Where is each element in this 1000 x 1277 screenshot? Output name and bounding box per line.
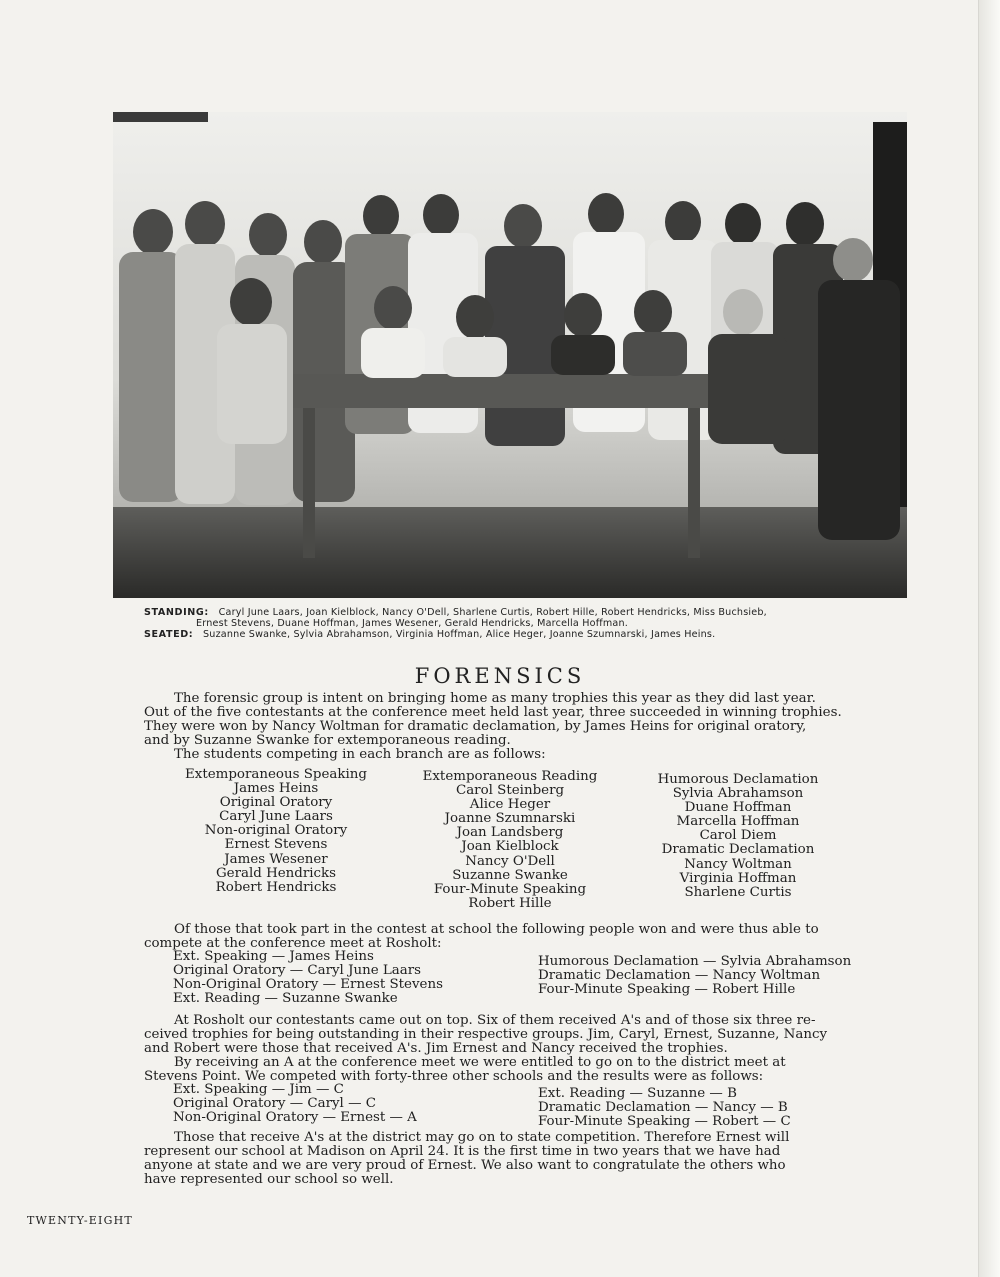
column-heading: Dramatic Declamation xyxy=(661,842,815,858)
school-contest-paragraph xyxy=(144,923,874,951)
result-line: Non-Original Oratory — Ernest Stevens xyxy=(173,977,443,992)
student-name: Gerald Hendricks xyxy=(215,865,337,881)
student-name: James Heins xyxy=(233,781,319,797)
page-edge xyxy=(978,0,1000,1277)
student-name: Carol Diem xyxy=(699,828,777,844)
intro-line: Out of the five contestants at the conference meet held last year, three succeeded in winning trophies. xyxy=(144,705,842,721)
result-line: Original Oratory — Caryl — C xyxy=(173,1096,376,1111)
student-name: Sharlene Curtis xyxy=(684,884,792,900)
result-line: Non-Original Oratory — Ernest — A xyxy=(173,1110,417,1125)
student-name: James Wesener xyxy=(224,851,328,867)
column-heading: Extemporaneous Speaking xyxy=(185,767,367,782)
student-name: Joan Landsberg xyxy=(456,825,564,841)
rosholt-paragraph xyxy=(144,1014,874,1084)
intro-paragraph xyxy=(144,692,874,762)
standing-names-line-2: Ernest Stevens, Duane Hoffman, James Wesener, Gerald Hendricks, Marcella Hoffman. xyxy=(196,618,629,629)
intro-line: The forensic group is intent on bringing home as many trophies this year as they did last year. xyxy=(174,691,816,706)
column-declamation xyxy=(640,773,836,900)
conference-winners-right xyxy=(538,955,851,997)
conference-winners-left xyxy=(173,950,443,1006)
seated-label: SEATED: xyxy=(144,629,194,640)
intro-line: They were won by Nancy Woltman for dramatic declamation, by James Heins for original oratory, xyxy=(144,719,807,735)
student-name: Alice Heger xyxy=(469,797,551,813)
page-number-footer: TWENTY-EIGHT xyxy=(27,1214,133,1227)
student-name: Carol Steinberg xyxy=(455,783,565,799)
student-name: Nancy O'Dell xyxy=(465,853,555,869)
result-line: Ext. Reading — Suzanne Swanke xyxy=(173,991,398,1006)
closing-paragraph xyxy=(144,1131,874,1187)
student-name: Nancy Woltman xyxy=(684,856,792,872)
result-line: Four-Minute Speaking — Robert — C xyxy=(538,1114,791,1129)
student-name: Joan Kielblock xyxy=(461,839,559,855)
student-name: Duane Hoffman xyxy=(684,800,792,816)
paragraph-line: compete at the conference meet at Rosholt: xyxy=(144,936,442,952)
result-line: Ext. Speaking — Jim — C xyxy=(173,1082,344,1097)
result-line: Four-Minute Speaking — Robert Hille xyxy=(538,982,796,997)
student-name: Marcella Hoffman xyxy=(676,814,800,830)
page-title: FORENSICS xyxy=(414,664,586,688)
column-speaking xyxy=(180,768,372,895)
student-name: Robert Hendricks xyxy=(215,879,337,895)
photo-illustration xyxy=(113,112,907,598)
result-line: Humorous Declamation — Sylvia Abrahamson xyxy=(538,954,852,969)
district-results-right xyxy=(538,1087,791,1129)
intro-line: The students competing in each branch are as follows: xyxy=(174,747,546,763)
paragraph-line: ceived trophies for being outstanding in their respective groups. Jim, Caryl, Ernest, Suzanne, Nancy xyxy=(144,1027,828,1043)
student-name: Sylvia Abrahamson xyxy=(672,786,804,802)
result-line: Ext. Speaking — James Heins xyxy=(173,949,374,964)
standing-names-line-1: Caryl June Laars, Joan Kielblock, Nancy O'Dell, Sharlene Curtis, Robert Hille, Robert Hendricks, Miss Buchsieb, xyxy=(218,607,767,618)
student-name: Caryl June Laars xyxy=(219,809,333,825)
paragraph-line: have represented our school so well. xyxy=(144,1172,394,1188)
result-line: Dramatic Declamation — Nancy — B xyxy=(538,1100,788,1115)
paragraph-line: represent our school at Madison on April 24. It is the first time in two years that we have had xyxy=(144,1144,781,1160)
column-heading: Non-original Oratory xyxy=(204,823,348,839)
column-heading: Original Oratory xyxy=(219,795,333,811)
student-name: Joanne Szumnarski xyxy=(444,811,576,827)
column-reading xyxy=(412,770,608,911)
column-heading: Extemporaneous Reading xyxy=(422,769,598,784)
standing-label: STANDING: xyxy=(144,607,209,618)
district-results-left xyxy=(173,1083,417,1125)
paragraph-line: and Robert were those that received A's. Jim Ernest and Nancy received the trophies. xyxy=(144,1041,728,1057)
student-name: Virginia Hoffman xyxy=(679,870,797,886)
intro-line: and by Suzanne Swanke for extemporaneous reading. xyxy=(144,733,511,749)
paragraph-line: anyone at state and we are very proud of Ernest. We also want to congratulate the others who xyxy=(144,1158,786,1174)
student-name: Suzanne Swanke xyxy=(452,867,568,883)
result-line: Original Oratory — Caryl June Laars xyxy=(173,963,422,978)
result-line: Dramatic Declamation — Nancy Woltman xyxy=(538,968,821,983)
column-heading: Four-Minute Speaking xyxy=(433,881,587,897)
group-photograph xyxy=(113,112,907,598)
result-line: Ext. Reading — Suzanne — B xyxy=(538,1086,737,1101)
paragraph-line: Those that receive A's at the district may go on to state competition. Therefore Ernest will xyxy=(174,1130,790,1145)
paragraph-line: Stevens Point. We competed with forty-three other schools and the results were as follows: xyxy=(144,1069,764,1085)
column-heading: Humorous Declamation xyxy=(657,772,819,787)
student-name: Robert Hille xyxy=(468,895,552,911)
paragraph-line: By receiving an A at the conference meet we were entitled to go on to the district meet at xyxy=(174,1055,786,1071)
student-name: Ernest Stevens xyxy=(224,837,328,853)
photo-caption xyxy=(144,607,884,640)
paragraph-line: Of those that took part in the contest at school the following people won and were thus able to xyxy=(174,922,819,937)
paragraph-line: At Rosholt our contestants came out on top. Six of them received A's and of those six three re- xyxy=(174,1013,816,1028)
seated-names: Suzanne Swanke, Sylvia Abrahamson, Virginia Hoffman, Alice Heger, Joanne Szumnarski, James Heins. xyxy=(203,629,716,640)
